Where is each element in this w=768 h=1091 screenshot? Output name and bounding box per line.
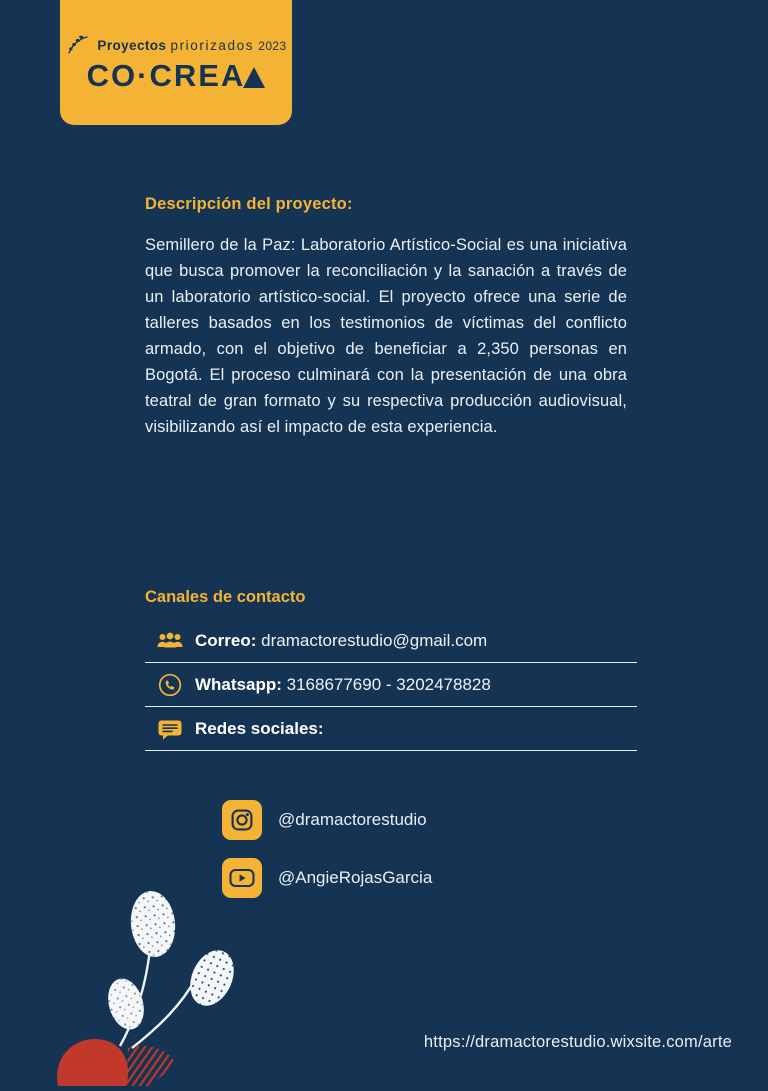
contact-whatsapp-label: Whatsapp: [195, 674, 282, 694]
website-url[interactable]: https://dramactorestudio.wixsite.com/arte [423, 1033, 732, 1051]
project-description-section [145, 195, 627, 440]
contact-row-whatsapp[interactable] [145, 663, 637, 707]
logo-tagline-year: 2023 [258, 38, 287, 53]
logo-tagline-thin: priorizados [170, 37, 255, 53]
contact-email-value: dramactorestudio@gmail.com [261, 630, 488, 650]
contact-row-social[interactable] [145, 707, 637, 751]
whatsapp-icon [157, 672, 183, 698]
decorative-plant-illustration [0, 886, 300, 1086]
contact-whatsapp-text [195, 675, 491, 695]
youtube-icon[interactable] [222, 858, 262, 898]
contact-email-label: Correo: [195, 630, 257, 650]
description-title: Descripción del proyecto: [145, 195, 353, 213]
instagram-icon[interactable] [222, 800, 262, 840]
contact-whatsapp-value: 3168677690 - 3202478828 [286, 674, 491, 694]
contact-email-text [195, 631, 487, 651]
logo-wordmark-text: CO·CREA [86, 58, 246, 93]
triangle-icon [243, 67, 265, 88]
contact-social-label: Redes sociales: [195, 718, 324, 738]
cocrea-logo-badge [60, 0, 292, 125]
social-row-instagram[interactable] [222, 800, 432, 840]
logo-wordmark [60, 58, 292, 94]
logo-top-line [60, 34, 292, 56]
social-links-section [222, 800, 432, 916]
contact-title: Canales de contacto [145, 588, 306, 606]
chat-bubble-icon [157, 716, 183, 742]
contacts-icon [157, 628, 183, 654]
contact-social-text [195, 719, 324, 739]
wheat-icon [65, 34, 91, 56]
social-handle-instagram: @dramactorestudio [278, 810, 427, 829]
logo-tagline [97, 38, 286, 53]
contact-row-email[interactable] [145, 619, 637, 663]
contact-section [145, 588, 637, 751]
social-row-youtube[interactable] [222, 858, 432, 898]
logo-tagline-bold: Proyectos [97, 37, 167, 53]
logo-inner [60, 34, 292, 94]
description-body: Semillero de la Paz: Laboratorio Artístico-Social es una iniciativa que busca promover la reconciliación y la sanación a través de un laboratorio artístico-social. El proyecto ofrece una serie de talleres basados en los testimonios de víctimas del conflicto armado, con el objetivo de beneficiar a 2,350 personas en Bogotá. El proceso culminará con la presentación de una obra teatral de gran formato y su respectiva producción audiovisual, visibilizando así el impacto de esta experiencia. [145, 236, 627, 436]
social-handle-youtube: @AngieRojasGarcia [278, 868, 433, 887]
